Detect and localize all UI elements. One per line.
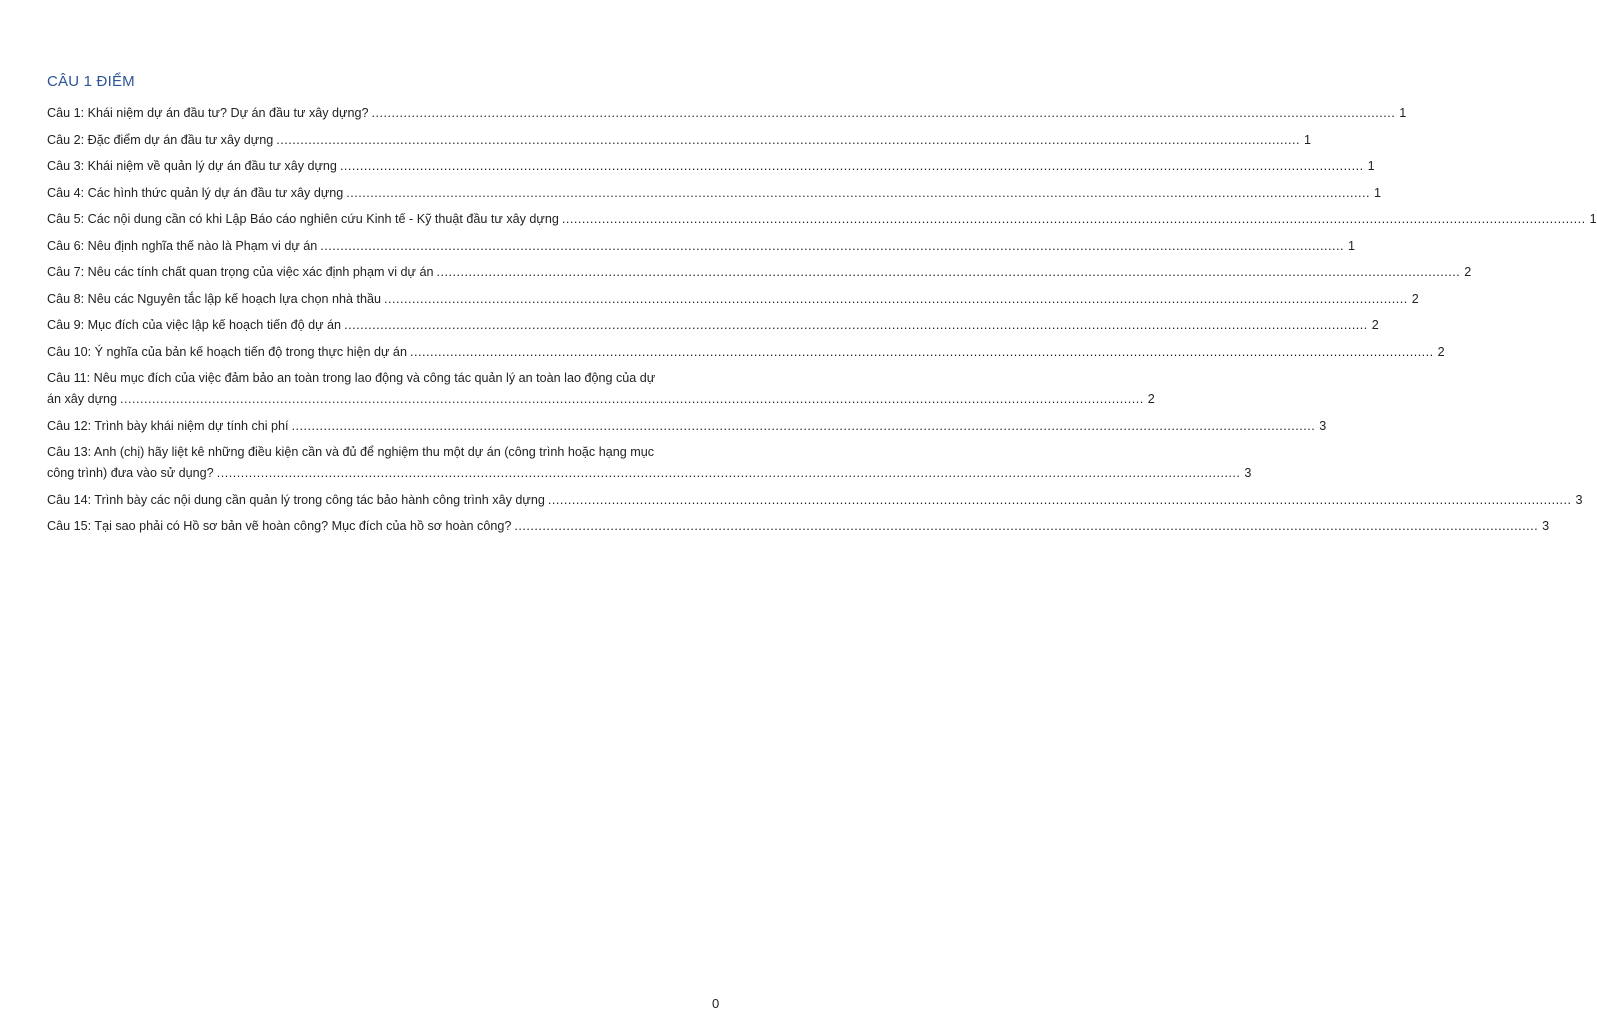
toc-entry-2[interactable]: [47, 130, 1311, 151]
toc-entry-page: 1: [1348, 238, 1356, 253]
toc-entry-page: 2: [1411, 291, 1419, 306]
toc-leader-dots: [120, 389, 1144, 410]
toc-entry-3[interactable]: [47, 156, 1375, 177]
toc-entry-page: 3: [1319, 418, 1327, 433]
toc-leader-dots: [340, 156, 1364, 177]
toc-entry-page: 1: [1399, 106, 1407, 120]
toc-entry-text: Câu 3: Khái niệm về quản lý dự án đầu tư xây dựng: [47, 159, 337, 173]
toc-entry-text: Câu 14: Trình bày các nội dung cần quản lý trong công tác bảo hành công trình xây dựng: [47, 492, 545, 507]
toc-entry-text: Câu 6: Nêu định nghĩa thế nào là Phạm vi dự án: [47, 238, 318, 253]
toc-leader-dots: [514, 516, 1538, 537]
toc-leader-dots: [436, 262, 1460, 283]
toc-leader-dots: [410, 342, 1434, 363]
toc-entry-lead-line: Câu 13: Anh (chị) hãy liệt kê những điều kiện cần và đủ để nghiệm thu một dự án (công trình hoặc hạng mục: [47, 445, 655, 459]
toc-entry-text: Câu 1: Khái niệm dự án đầu tư? Dự án đầu tư xây dựng?: [47, 106, 369, 120]
toc-entry-page: 3: [1575, 492, 1583, 507]
toc-leader-dots: [346, 183, 1370, 204]
toc-leader-dots: [320, 236, 1344, 257]
toc-entry-text: Câu 5: Các nội dung cần có khi Lập Báo cáo nghiên cứu Kinh tế - Kỹ thuật đầu tư xây dựng: [47, 212, 559, 226]
toc-entry-page: 1: [1367, 159, 1375, 173]
toc-entry-page: 2: [1464, 265, 1472, 279]
toc-entry-12[interactable]: [47, 416, 1327, 437]
toc-entry-9[interactable]: [47, 315, 1379, 336]
toc-entry-page: 1: [1589, 212, 1597, 226]
toc-entry-text: Câu 7: Nêu các tính chất quan trọng của việc xác định phạm vi dự án: [47, 265, 434, 279]
toc-entry-page: 1: [1303, 132, 1311, 147]
toc-entry-1[interactable]: [47, 103, 1407, 124]
table-of-contents: [47, 103, 1597, 543]
toc-entry-text: công trình) đưa vào sử dụng?: [47, 466, 214, 480]
toc-entry-text: án xây dựng: [47, 392, 118, 406]
toc-entry-page: 2: [1371, 318, 1379, 332]
toc-leader-dots: [292, 416, 1316, 437]
toc-leader-dots: [562, 209, 1586, 230]
toc-entry-page: 3: [1542, 519, 1550, 533]
toc-leader-dots: [372, 103, 1396, 124]
toc-entry-7[interactable]: [47, 262, 1472, 283]
toc-entry-text: Câu 9: Mục đích của việc lập kế hoạch tiến độ dự án: [47, 318, 342, 332]
toc-entry-page: 3: [1244, 466, 1252, 480]
page-number: 0: [712, 996, 720, 1011]
toc-entry-14[interactable]: [47, 490, 1583, 511]
toc-entry-text: Câu 12: Trình bày khái niệm dự tính chi phí: [47, 418, 289, 433]
toc-entry-6[interactable]: [47, 236, 1356, 257]
toc-entry-text: Câu 2: Đặc điểm dự án đầu tư xây dựng: [47, 132, 274, 147]
toc-entry-4[interactable]: [47, 183, 1382, 204]
toc-entry-text: Câu 15: Tại sao phải có Hồ sơ bản vẽ hoàn công? Mục đích của hồ sơ hoàn công?: [47, 519, 512, 533]
toc-entry-8[interactable]: [47, 289, 1419, 310]
toc-entry-15[interactable]: [47, 516, 1550, 537]
toc-leader-dots: [217, 463, 1241, 484]
toc-entry-page: 1: [1374, 185, 1382, 200]
toc-leader-dots: [344, 315, 1368, 336]
toc-entry-text: Câu 8: Nêu các Nguyên tắc lập kế hoạch lựa chọn nhà thầu: [47, 291, 381, 306]
toc-leader-dots: [548, 490, 1572, 511]
toc-entry-13[interactable]: [47, 442, 1252, 484]
toc-leader-dots: [276, 130, 1300, 151]
toc-leader-dots: [384, 289, 1408, 310]
toc-entry-text: Câu 10: Ý nghĩa của bản kế hoạch tiến độ trong thực hiện dự án: [47, 344, 407, 359]
section-heading: CÂU 1 ĐIỂM: [47, 73, 135, 90]
toc-entry-page: 2: [1437, 344, 1445, 359]
toc-entry-5[interactable]: [47, 209, 1597, 230]
toc-entry-lead-line: Câu 11: Nêu mục đích của việc đảm bảo an toàn trong lao động và công tác quản lý an toàn lao động của dự: [47, 371, 656, 385]
toc-entry-10[interactable]: [47, 342, 1445, 363]
toc-entry-page: 2: [1147, 392, 1155, 406]
toc-entry-text: Câu 4: Các hình thức quản lý dự án đầu tư xây dựng: [47, 185, 344, 200]
toc-entry-11[interactable]: [47, 368, 1155, 410]
